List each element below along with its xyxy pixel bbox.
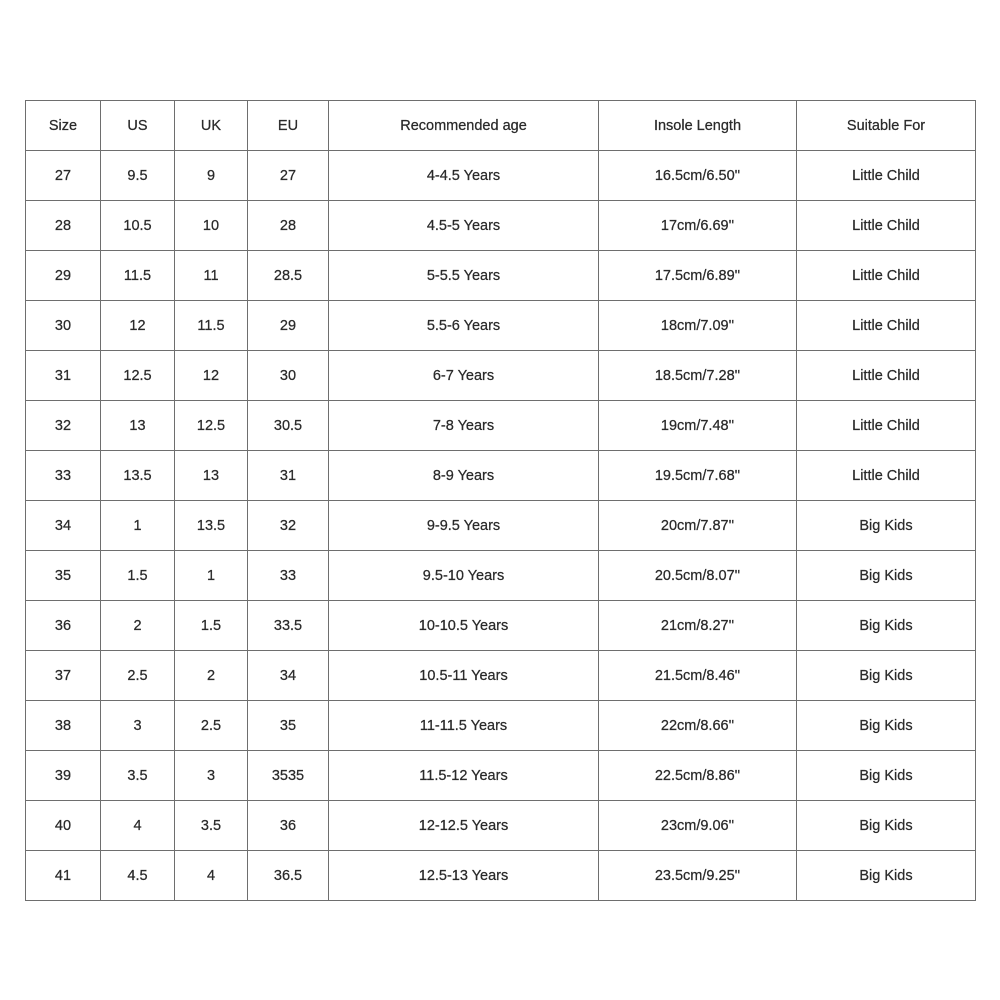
table-cell-size: 39 — [26, 751, 101, 801]
table-row — [26, 551, 976, 601]
table-cell-us: 12.5 — [101, 351, 175, 401]
table-cell-recommended-age: 10-10.5 Years — [329, 601, 599, 651]
table-cell-size: 33 — [26, 451, 101, 501]
table-row — [26, 351, 976, 401]
table-cell-recommended-age: 11.5-12 Years — [329, 751, 599, 801]
table-cell-eu: 36.5 — [248, 851, 329, 901]
table-cell-uk: 3.5 — [175, 801, 248, 851]
table-cell-us: 3.5 — [101, 751, 175, 801]
table-cell-suitable-for: Big Kids — [797, 851, 976, 901]
table-cell-size: 40 — [26, 801, 101, 851]
size-chart-table — [25, 100, 976, 901]
table-cell-us: 10.5 — [101, 201, 175, 251]
table-cell-insole-length: 20.5cm/8.07'' — [599, 551, 797, 601]
table-row — [26, 651, 976, 701]
table-cell-recommended-age: 7-8 Years — [329, 401, 599, 451]
table-cell-eu: 3535 — [248, 751, 329, 801]
table-cell-size: 29 — [26, 251, 101, 301]
table-cell-recommended-age: 6-7 Years — [329, 351, 599, 401]
table-cell-suitable-for: Little Child — [797, 201, 976, 251]
table-cell-us: 12 — [101, 301, 175, 351]
table-cell-size: 32 — [26, 401, 101, 451]
table-cell-recommended-age: 5-5.5 Years — [329, 251, 599, 301]
table-cell-insole-length: 21cm/8.27'' — [599, 601, 797, 651]
table-cell-uk: 2 — [175, 651, 248, 701]
table-cell-recommended-age: 12-12.5 Years — [329, 801, 599, 851]
table-cell-uk: 2.5 — [175, 701, 248, 751]
table-cell-size: 27 — [26, 151, 101, 201]
table-cell-uk: 1 — [175, 551, 248, 601]
table-cell-recommended-age: 4-4.5 Years — [329, 151, 599, 201]
table-row — [26, 501, 976, 551]
table-cell-eu: 32 — [248, 501, 329, 551]
table-cell-uk: 1.5 — [175, 601, 248, 651]
table-cell-suitable-for: Little Child — [797, 401, 976, 451]
table-cell-size: 35 — [26, 551, 101, 601]
table-row — [26, 151, 976, 201]
table-cell-suitable-for: Little Child — [797, 151, 976, 201]
table-cell-us: 2 — [101, 601, 175, 651]
header-row — [26, 101, 976, 151]
table-cell-us: 4.5 — [101, 851, 175, 901]
table-row — [26, 801, 976, 851]
table-cell-suitable-for: Big Kids — [797, 601, 976, 651]
table-cell-suitable-for: Little Child — [797, 351, 976, 401]
table-cell-uk: 11.5 — [175, 301, 248, 351]
table-cell-insole-length: 16.5cm/6.50'' — [599, 151, 797, 201]
table-row — [26, 751, 976, 801]
table-cell-insole-length: 17.5cm/6.89'' — [599, 251, 797, 301]
column-header-eu: EU — [248, 101, 329, 151]
table-row — [26, 851, 976, 901]
table-cell-us: 11.5 — [101, 251, 175, 301]
table-cell-insole-length: 21.5cm/8.46'' — [599, 651, 797, 701]
table-header — [26, 101, 976, 151]
table-cell-uk: 12 — [175, 351, 248, 401]
table-cell-recommended-age: 11-11.5 Years — [329, 701, 599, 751]
table-cell-insole-length: 23.5cm/9.25'' — [599, 851, 797, 901]
table-cell-insole-length: 19.5cm/7.68'' — [599, 451, 797, 501]
table-cell-uk: 10 — [175, 201, 248, 251]
table-cell-recommended-age: 12.5-13 Years — [329, 851, 599, 901]
table-cell-us: 13 — [101, 401, 175, 451]
table-cell-insole-length: 18cm/7.09'' — [599, 301, 797, 351]
table-cell-uk: 3 — [175, 751, 248, 801]
table-cell-recommended-age: 4.5-5 Years — [329, 201, 599, 251]
table-cell-recommended-age: 10.5-11 Years — [329, 651, 599, 701]
table-cell-recommended-age: 8-9 Years — [329, 451, 599, 501]
column-header-uk: UK — [175, 101, 248, 151]
table-cell-us: 2.5 — [101, 651, 175, 701]
table-cell-insole-length: 20cm/7.87'' — [599, 501, 797, 551]
table-cell-recommended-age: 9.5-10 Years — [329, 551, 599, 601]
table-cell-uk: 13 — [175, 451, 248, 501]
table-cell-size: 37 — [26, 651, 101, 701]
table-cell-us: 9.5 — [101, 151, 175, 201]
table-cell-recommended-age: 9-9.5 Years — [329, 501, 599, 551]
table-cell-insole-length: 19cm/7.48'' — [599, 401, 797, 451]
table-cell-size: 41 — [26, 851, 101, 901]
table-cell-insole-length: 22cm/8.66'' — [599, 701, 797, 751]
table-row — [26, 401, 976, 451]
table-cell-eu: 35 — [248, 701, 329, 751]
table-cell-suitable-for: Big Kids — [797, 651, 976, 701]
table-cell-eu: 27 — [248, 151, 329, 201]
table-cell-us: 13.5 — [101, 451, 175, 501]
table-row — [26, 601, 976, 651]
table-cell-uk: 11 — [175, 251, 248, 301]
table-cell-suitable-for: Big Kids — [797, 701, 976, 751]
table-cell-suitable-for: Little Child — [797, 251, 976, 301]
table-cell-eu: 31 — [248, 451, 329, 501]
table-cell-size: 30 — [26, 301, 101, 351]
table-row — [26, 451, 976, 501]
table-cell-eu: 33 — [248, 551, 329, 601]
table-row — [26, 201, 976, 251]
table-cell-uk: 12.5 — [175, 401, 248, 451]
table-body — [26, 151, 976, 901]
table-cell-insole-length: 22.5cm/8.86'' — [599, 751, 797, 801]
table-cell-suitable-for: Little Child — [797, 301, 976, 351]
table-cell-uk: 4 — [175, 851, 248, 901]
table-cell-eu: 28.5 — [248, 251, 329, 301]
column-header-size: Size — [26, 101, 101, 151]
column-header-us: US — [101, 101, 175, 151]
table-row — [26, 251, 976, 301]
table-cell-suitable-for: Big Kids — [797, 551, 976, 601]
table-cell-eu: 30.5 — [248, 401, 329, 451]
table-cell-suitable-for: Big Kids — [797, 801, 976, 851]
table-cell-us: 3 — [101, 701, 175, 751]
table-cell-eu: 33.5 — [248, 601, 329, 651]
table-cell-uk: 9 — [175, 151, 248, 201]
table-cell-eu: 28 — [248, 201, 329, 251]
table-cell-size: 31 — [26, 351, 101, 401]
table-cell-eu: 30 — [248, 351, 329, 401]
table-cell-uk: 13.5 — [175, 501, 248, 551]
column-header-insole-length: Insole Length — [599, 101, 797, 151]
table-cell-eu: 29 — [248, 301, 329, 351]
table-cell-recommended-age: 5.5-6 Years — [329, 301, 599, 351]
table-cell-size: 28 — [26, 201, 101, 251]
column-header-recommended-age: Recommended age — [329, 101, 599, 151]
table-cell-size: 36 — [26, 601, 101, 651]
table-cell-suitable-for: Big Kids — [797, 751, 976, 801]
table-cell-eu: 34 — [248, 651, 329, 701]
table-cell-us: 4 — [101, 801, 175, 851]
table-cell-suitable-for: Big Kids — [797, 501, 976, 551]
table-row — [26, 701, 976, 751]
table-cell-insole-length: 23cm/9.06'' — [599, 801, 797, 851]
table-cell-size: 38 — [26, 701, 101, 751]
table-cell-suitable-for: Little Child — [797, 451, 976, 501]
table-cell-us: 1.5 — [101, 551, 175, 601]
table-row — [26, 301, 976, 351]
table-cell-insole-length: 17cm/6.69'' — [599, 201, 797, 251]
table-cell-eu: 36 — [248, 801, 329, 851]
column-header-suitable-for: Suitable For — [797, 101, 976, 151]
table-cell-us: 1 — [101, 501, 175, 551]
table-cell-insole-length: 18.5cm/7.28'' — [599, 351, 797, 401]
table-cell-size: 34 — [26, 501, 101, 551]
